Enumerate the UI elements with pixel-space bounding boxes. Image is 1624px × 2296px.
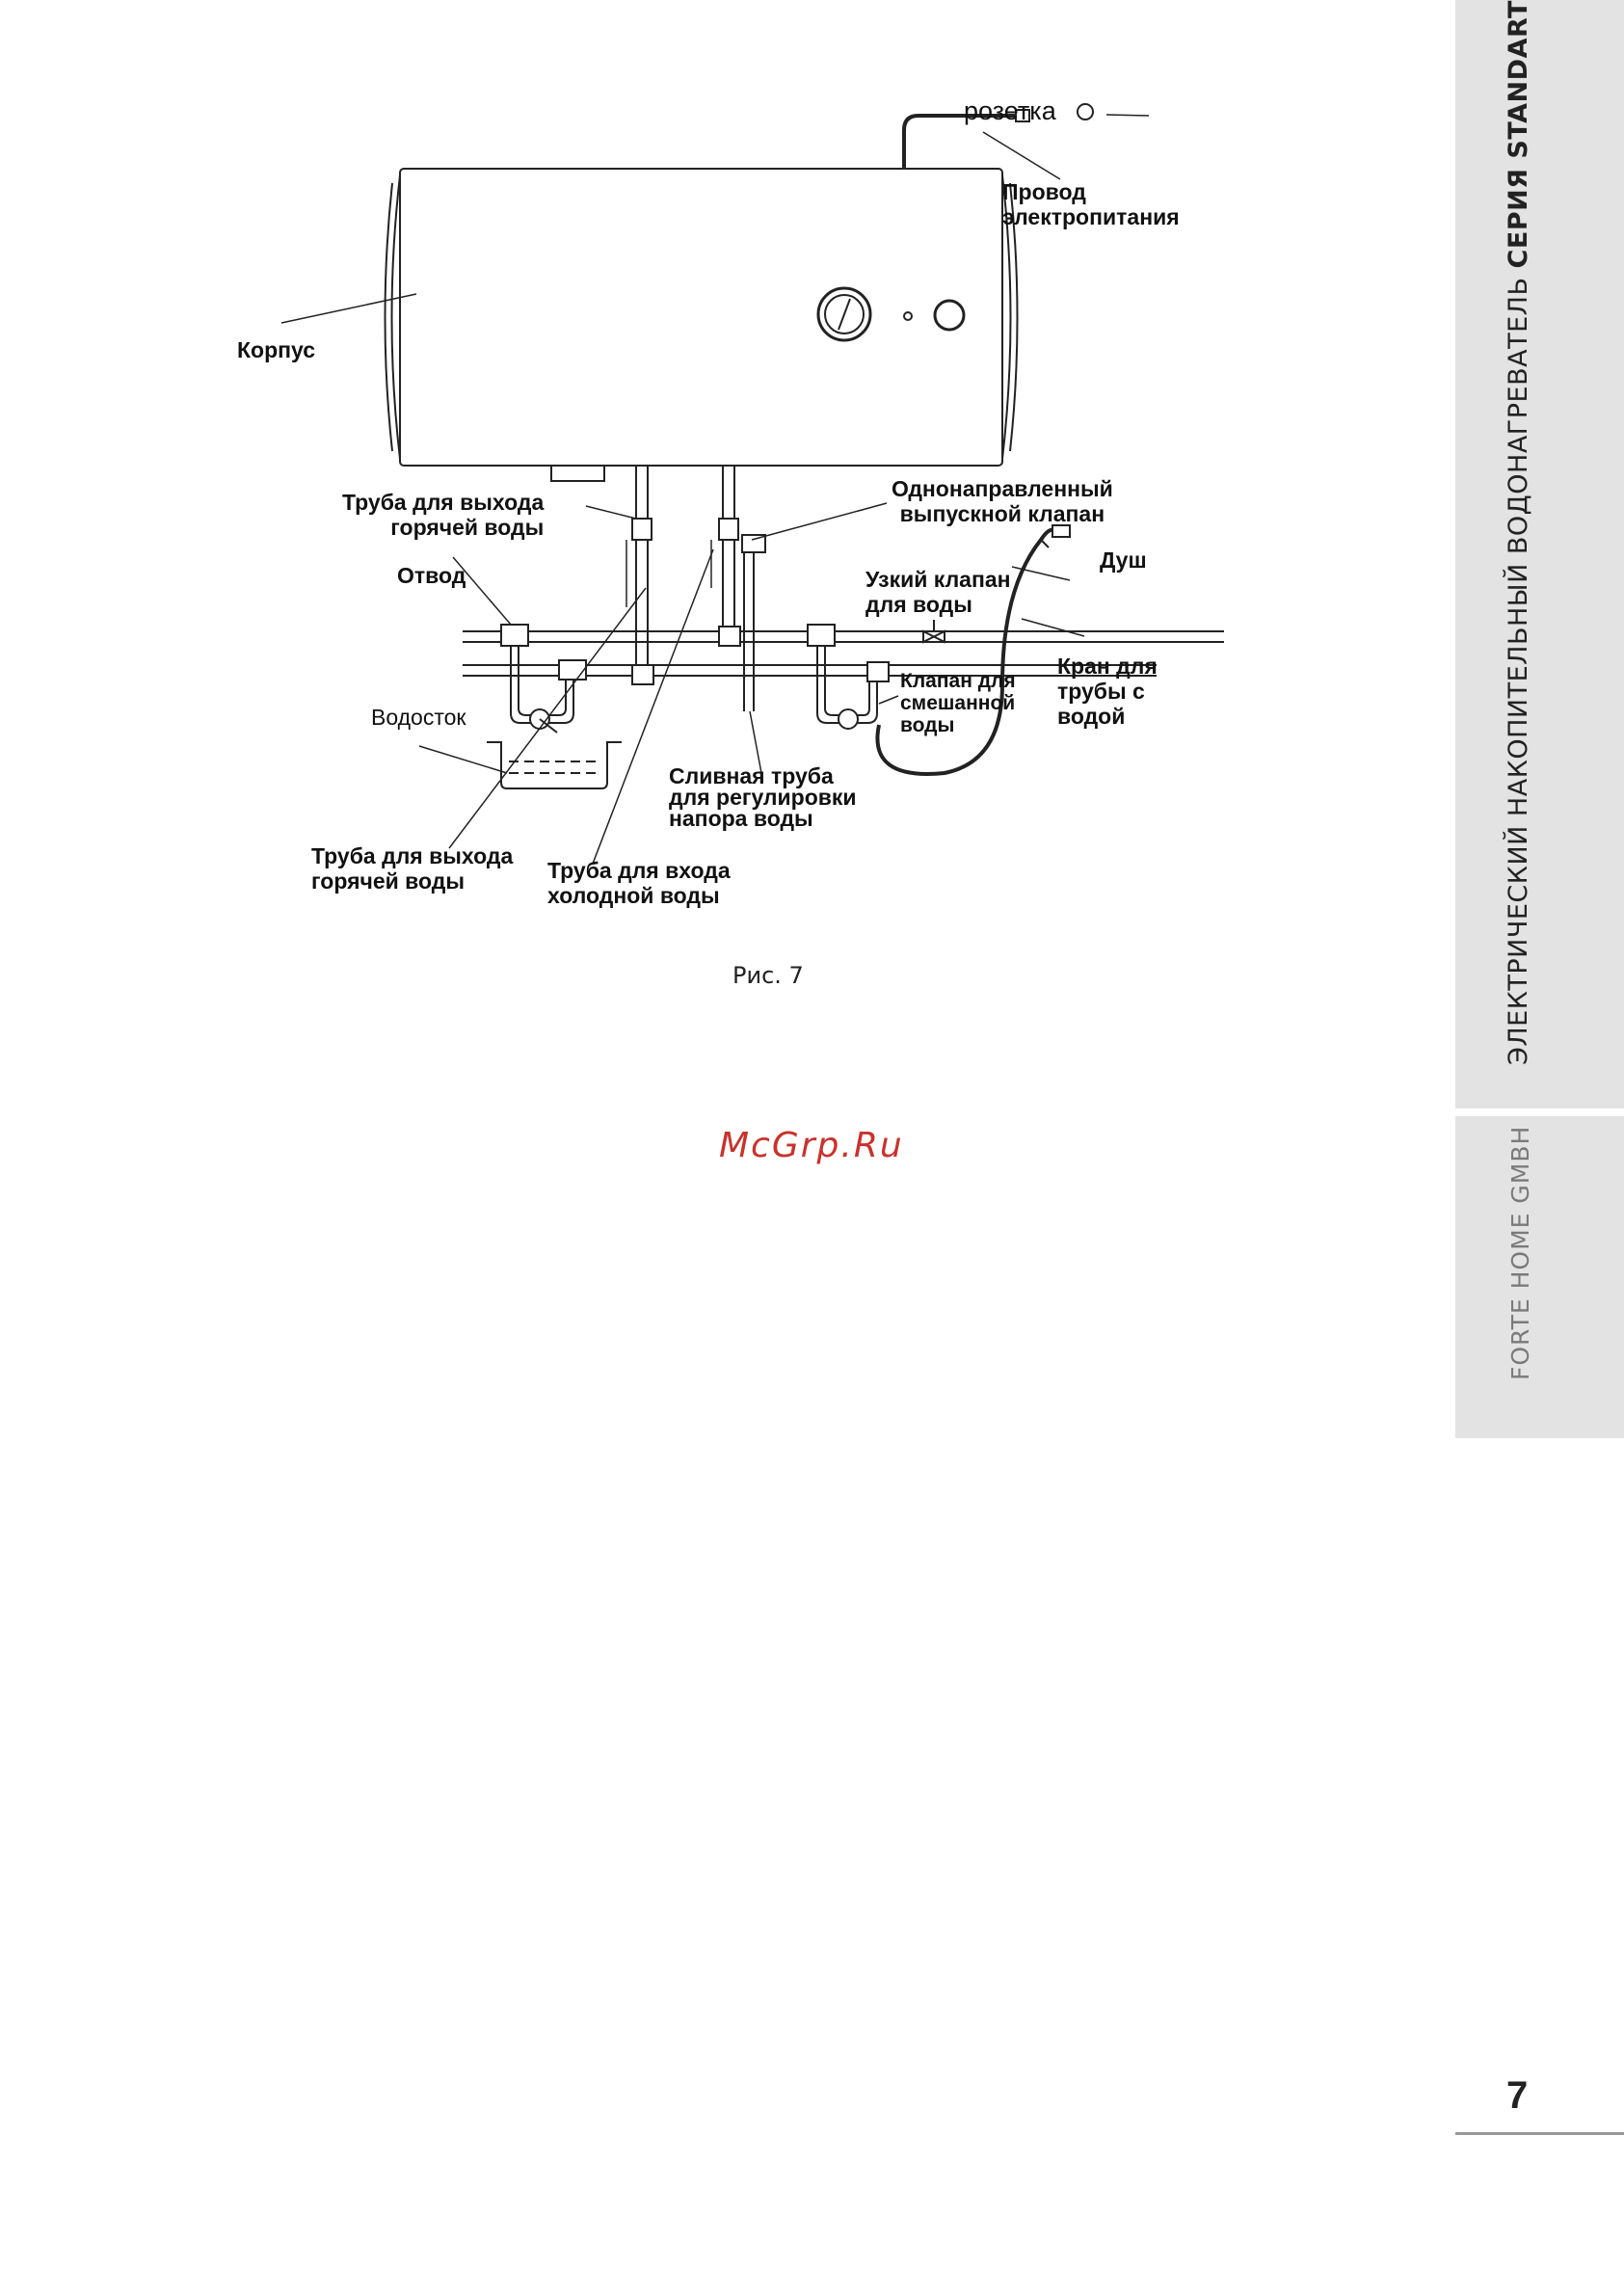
watermark: McGrp.Ru: [719, 1126, 904, 1165]
drain-basin: [487, 742, 622, 788]
series-title-bold: СЕРИЯ STANDART: [1504, 0, 1533, 269]
label-shower: Душ: [1100, 547, 1147, 573]
tank-body: [386, 169, 1018, 481]
label-water-tap: Кран для трубы с водой: [1057, 654, 1158, 729]
sidebar-divider: [1455, 1108, 1624, 1116]
label-socket: розетка: [964, 96, 1056, 125]
label-drain-pipe: Сливная труба для регулировки напора воды: [669, 763, 857, 831]
series-title: [1504, 0, 1533, 1065]
shower-head: [1052, 525, 1070, 537]
figure-caption: Рис. 7: [732, 962, 804, 989]
series-title-prefix: ЭЛЕКТРИЧЕСКИЙ НАКОПИТЕЛЬНЫЙ ВОДОНАГРЕВАТЕЛЬ: [1504, 268, 1533, 1065]
sidebar-bottom-panel: [1455, 1116, 1624, 1438]
label-mixing-valve: Клапан для смешанной воды: [900, 670, 1016, 736]
socket-icon: [1078, 104, 1093, 120]
label-check-valve: Однонаправленный выпускной клапан: [892, 476, 1113, 526]
label-branch: Отвод: [397, 563, 466, 588]
label-cold-inlet: Труба для входа холодной воды: [547, 858, 731, 908]
label-hot-outlet-bottom: Труба для выхода горячей воды: [311, 843, 514, 894]
page-number-rule: [1455, 2132, 1624, 2135]
label-hot-outlet-top: Труба для выхода горячей воды: [342, 490, 545, 540]
label-narrow-valve: Узкий клапан для воды: [865, 567, 1011, 617]
left-mixer: [501, 625, 586, 733]
label-drain: Водосток: [371, 705, 466, 730]
label-power-cord: Провод электропитания: [1002, 179, 1180, 229]
sidebar-top-panel: [1455, 0, 1624, 1116]
company-name: FORTE HOME GMBH: [1506, 1125, 1534, 1380]
page-number: 7: [1506, 2074, 1529, 2117]
label-body: Корпус: [237, 337, 316, 362]
narrow-valve: [923, 631, 945, 642]
water-heater-installation-diagram: [212, 87, 1234, 925]
